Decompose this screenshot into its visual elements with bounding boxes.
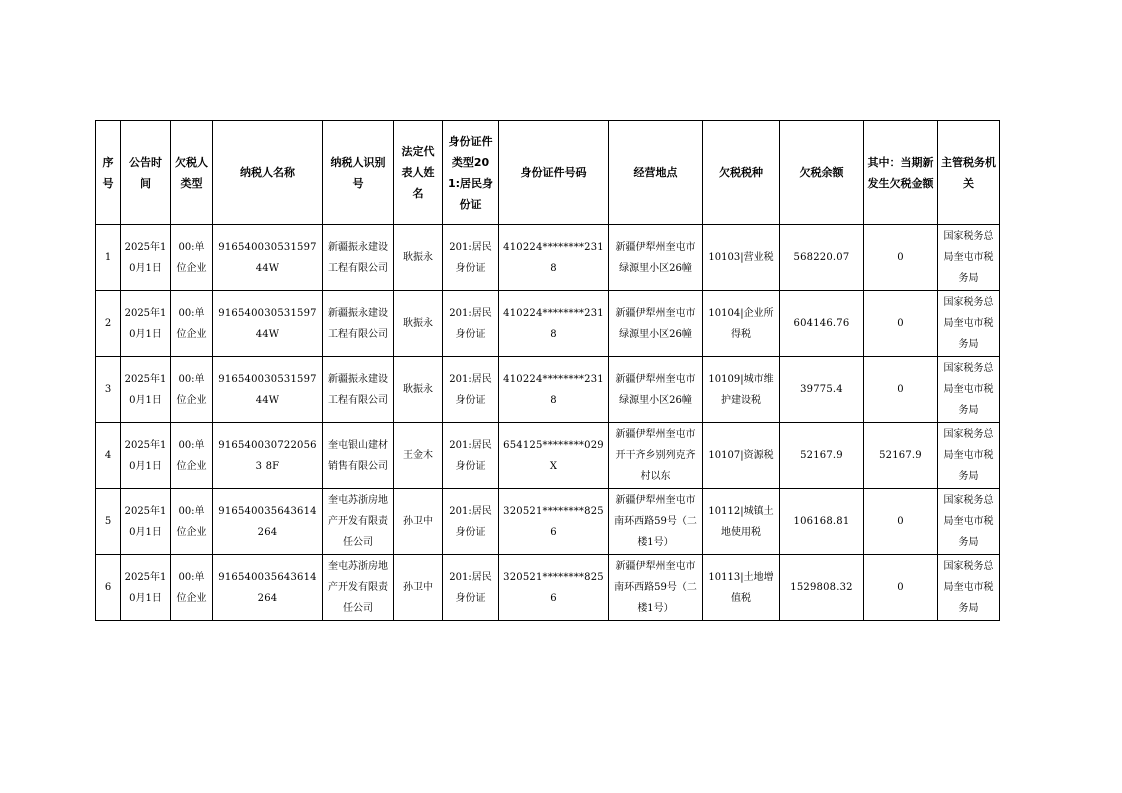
cell-legal-rep	[394, 225, 443, 291]
cell-tax-type-text: 10107|资源税	[708, 450, 774, 461]
cell-id-number-text: 654125********029X	[503, 439, 604, 472]
cell-taxpayer-id	[323, 291, 394, 357]
cell-arrears-balance-text: 1529808.32	[790, 582, 853, 593]
cell-taxpayer-id-text: 奎屯苏浙房地产开发有限责任公司	[328, 495, 388, 548]
cell-address	[609, 357, 703, 423]
cell-seq	[96, 489, 121, 555]
cell-arrears-balance-text: 39775.4	[800, 384, 843, 395]
cell-tax-authority-text: 国家税务总局奎屯市税务局	[943, 495, 994, 548]
cell-id-number	[499, 555, 609, 621]
cell-id-number-text: 320521********8256	[503, 571, 604, 604]
cell-taxpayer-type	[171, 555, 213, 621]
cell-legal-rep	[394, 489, 443, 555]
cell-id-number	[499, 423, 609, 489]
cell-address	[609, 291, 703, 357]
cell-new-arrears	[864, 291, 938, 357]
cell-seq-text: 5	[104, 516, 112, 527]
cell-taxpayer-name-text: 91654003053159744W	[218, 307, 317, 340]
cell-id-type	[443, 357, 499, 423]
header-tax-type-label: 欠税税种	[719, 166, 763, 179]
cell-seq-text: 3	[104, 384, 112, 395]
cell-arrears-balance	[780, 489, 864, 555]
cell-seq	[96, 555, 121, 621]
cell-taxpayer-type-text: 00:单位企业	[176, 307, 207, 340]
cell-date	[121, 291, 171, 357]
cell-taxpayer-type-text: 00:单位企业	[176, 439, 207, 472]
cell-legal-rep-text: 王金木	[403, 450, 433, 461]
header-taxpayer-type-label: 欠税人类型	[175, 155, 208, 190]
cell-id-number	[499, 225, 609, 291]
cell-legal-rep-text: 耿振永	[403, 318, 433, 329]
cell-tax-authority-text: 国家税务总局奎屯市税务局	[943, 297, 994, 350]
header-taxpayer-id	[323, 121, 394, 225]
cell-legal-rep	[394, 423, 443, 489]
table-row	[96, 357, 1000, 423]
cell-id-type-text: 201:居民身份证	[449, 439, 492, 472]
cell-id-number-text: 410224********2318	[503, 241, 604, 274]
cell-legal-rep	[394, 357, 443, 423]
cell-date	[121, 423, 171, 489]
cell-seq-text: 4	[104, 450, 112, 461]
cell-new-arrears-text: 0	[897, 252, 904, 263]
cell-arrears-balance	[780, 555, 864, 621]
header-row	[96, 121, 1000, 225]
cell-tax-type	[703, 489, 780, 555]
cell-taxpayer-type-text: 00:单位企业	[176, 373, 207, 406]
header-taxpayer-name-label: 纳税人名称	[240, 166, 295, 179]
cell-tax-authority	[938, 291, 1000, 357]
cell-id-type	[443, 225, 499, 291]
cell-id-number-text: 410224********2318	[503, 307, 604, 340]
cell-tax-type	[703, 225, 780, 291]
cell-taxpayer-name-text: 9165400307220563 8F	[218, 439, 317, 472]
cell-id-type-text: 201:居民身份证	[449, 505, 492, 538]
cell-taxpayer-id-text: 奎屯银山建材销售有限公司	[328, 439, 388, 472]
cell-taxpayer-name	[213, 423, 323, 489]
cell-id-number-text: 410224********2318	[503, 373, 604, 406]
cell-taxpayer-id-text: 新疆振永建设工程有限公司	[328, 307, 388, 340]
cell-date	[121, 225, 171, 291]
cell-address-text: 新疆伊犁州奎屯市绿源里小区26幢	[615, 307, 696, 340]
cell-tax-authority	[938, 423, 1000, 489]
cell-legal-rep-text: 耿振永	[403, 384, 433, 395]
cell-legal-rep-text: 孙卫中	[403, 582, 433, 593]
header-tax-authority	[938, 121, 1000, 225]
cell-arrears-balance	[780, 357, 864, 423]
cell-address	[609, 225, 703, 291]
cell-seq	[96, 357, 121, 423]
cell-seq	[96, 423, 121, 489]
cell-date-text: 2025年10月1日	[124, 571, 167, 604]
cell-taxpayer-type	[171, 489, 213, 555]
cell-id-number	[499, 489, 609, 555]
header-taxpayer-name	[213, 121, 323, 225]
table-row	[96, 423, 1000, 489]
header-id-number	[499, 121, 609, 225]
cell-legal-rep	[394, 291, 443, 357]
cell-tax-type-text: 10103|营业税	[708, 252, 774, 263]
cell-taxpayer-name-text: 91654003053159744W	[218, 241, 317, 274]
cell-id-type	[443, 291, 499, 357]
cell-tax-authority	[938, 357, 1000, 423]
cell-address	[609, 489, 703, 555]
cell-address-text: 新疆伊犁州奎屯市南环西路59号（二楼1号）	[614, 495, 697, 548]
cell-taxpayer-name	[213, 291, 323, 357]
cell-taxpayer-name-text: 916540035643614264	[218, 571, 317, 604]
cell-new-arrears-text: 52167.9	[879, 450, 922, 461]
cell-taxpayer-id	[323, 357, 394, 423]
cell-new-arrears	[864, 555, 938, 621]
cell-id-type-text: 201:居民身份证	[449, 373, 492, 406]
cell-legal-rep	[394, 555, 443, 621]
cell-address-text: 新疆伊犁州奎屯市南环西路59号（二楼1号）	[614, 561, 697, 614]
cell-arrears-balance-text: 604146.76	[793, 318, 850, 329]
cell-seq-text: 1	[104, 252, 112, 263]
cell-new-arrears	[864, 357, 938, 423]
cell-tax-type	[703, 357, 780, 423]
cell-arrears-balance	[780, 423, 864, 489]
header-new-arrears	[864, 121, 938, 225]
table-body	[96, 225, 1000, 621]
cell-date	[121, 357, 171, 423]
cell-taxpayer-type	[171, 291, 213, 357]
cell-id-type-text: 201:居民身份证	[449, 571, 492, 604]
tax-arrears-table	[95, 120, 1000, 621]
cell-date	[121, 489, 171, 555]
cell-taxpayer-name	[213, 555, 323, 621]
cell-taxpayer-type	[171, 225, 213, 291]
cell-date-text: 2025年10月1日	[124, 373, 167, 406]
table-row	[96, 555, 1000, 621]
cell-taxpayer-id-text: 奎屯苏浙房地产开发有限责任公司	[328, 561, 388, 614]
cell-taxpayer-id	[323, 555, 394, 621]
header-taxpayer-type	[171, 121, 213, 225]
cell-arrears-balance	[780, 291, 864, 357]
cell-tax-type-text: 10104|企业所得税	[708, 307, 774, 340]
header-id-type	[443, 121, 499, 225]
cell-tax-authority-text: 国家税务总局奎屯市税务局	[943, 561, 994, 614]
cell-tax-authority	[938, 489, 1000, 555]
table-row	[96, 489, 1000, 555]
cell-taxpayer-type-text: 00:单位企业	[176, 505, 207, 538]
header-address	[609, 121, 703, 225]
header-date	[121, 121, 171, 225]
tax-arrears-table-container	[95, 120, 1000, 621]
cell-address	[609, 555, 703, 621]
cell-date-text: 2025年10月1日	[124, 439, 167, 472]
cell-taxpayer-id-text: 新疆振永建设工程有限公司	[328, 373, 388, 406]
cell-id-type-text: 201:居民身份证	[449, 307, 492, 340]
cell-address	[609, 423, 703, 489]
cell-id-type	[443, 555, 499, 621]
header-new-arrears-label: 其中：当期新发生欠税金额	[867, 155, 934, 190]
cell-new-arrears	[864, 423, 938, 489]
cell-taxpayer-type	[171, 423, 213, 489]
cell-id-type-text: 201:居民身份证	[449, 241, 492, 274]
cell-tax-authority	[938, 555, 1000, 621]
cell-taxpayer-name-text: 916540035643614264	[218, 505, 317, 538]
cell-new-arrears-text: 0	[897, 384, 904, 395]
cell-new-arrears-text: 0	[897, 582, 904, 593]
cell-tax-authority	[938, 225, 1000, 291]
cell-seq	[96, 225, 121, 291]
table-row	[96, 291, 1000, 357]
header-legal-rep-label: 法定代表人姓名	[401, 145, 435, 200]
cell-date-text: 2025年10月1日	[124, 505, 167, 538]
cell-taxpayer-type	[171, 357, 213, 423]
table-row	[96, 225, 1000, 291]
cell-arrears-balance-text: 106168.81	[793, 516, 850, 527]
header-legal-rep	[394, 121, 443, 225]
cell-seq-text: 6	[104, 582, 112, 593]
cell-tax-type-text: 10113|土地增值税	[708, 571, 774, 604]
cell-date-text: 2025年10月1日	[124, 307, 167, 340]
header-date-label: 公告时间	[129, 155, 162, 190]
cell-tax-authority-text: 国家税务总局奎屯市税务局	[943, 363, 994, 416]
cell-taxpayer-name	[213, 225, 323, 291]
header-arrears-balance-label: 欠税余额	[799, 166, 844, 179]
cell-date	[121, 555, 171, 621]
cell-id-type	[443, 423, 499, 489]
cell-legal-rep-text: 耿振永	[403, 252, 433, 263]
cell-address-text: 新疆伊犁州奎屯市绿源里小区26幢	[615, 373, 696, 406]
cell-tax-authority-text: 国家税务总局奎屯市税务局	[943, 429, 994, 482]
cell-id-number	[499, 291, 609, 357]
cell-id-number-text: 320521********8256	[503, 505, 604, 538]
cell-taxpayer-type-text: 00:单位企业	[176, 241, 207, 274]
cell-arrears-balance-text: 52167.9	[800, 450, 843, 461]
cell-date-text: 2025年10月1日	[124, 241, 167, 274]
cell-taxpayer-type-text: 00:单位企业	[176, 571, 207, 604]
cell-seq-text: 2	[104, 318, 112, 329]
cell-taxpayer-name-text: 91654003053159744W	[218, 373, 317, 406]
cell-taxpayer-id	[323, 225, 394, 291]
cell-id-number	[499, 357, 609, 423]
header-seq-label: 序号	[102, 155, 114, 190]
header-tax-type	[703, 121, 780, 225]
header-tax-authority-label: 主管税务机关	[941, 155, 996, 190]
cell-arrears-balance	[780, 225, 864, 291]
cell-tax-type-text: 10112|城镇土地使用税	[708, 505, 774, 538]
cell-arrears-balance-text: 568220.07	[793, 252, 850, 263]
cell-taxpayer-id	[323, 489, 394, 555]
header-arrears-balance	[780, 121, 864, 225]
cell-new-arrears-text: 0	[897, 516, 904, 527]
cell-taxpayer-id-text: 新疆振永建设工程有限公司	[328, 241, 388, 274]
cell-tax-type	[703, 291, 780, 357]
header-address-label: 经营地点	[633, 166, 678, 179]
cell-tax-type	[703, 423, 780, 489]
cell-tax-type-text: 10109|城市维护建设税	[708, 373, 774, 406]
cell-id-type	[443, 489, 499, 555]
cell-new-arrears	[864, 489, 938, 555]
cell-new-arrears-text: 0	[897, 318, 904, 329]
cell-tax-type	[703, 555, 780, 621]
cell-taxpayer-id	[323, 423, 394, 489]
cell-seq	[96, 291, 121, 357]
header-seq	[96, 121, 121, 225]
cell-legal-rep-text: 孙卫中	[403, 516, 433, 527]
cell-address-text: 新疆伊犁州奎屯市开干齐乡别列克齐村以东	[615, 429, 696, 482]
cell-new-arrears	[864, 225, 938, 291]
cell-tax-authority-text: 国家税务总局奎屯市税务局	[943, 231, 994, 284]
cell-taxpayer-name	[213, 357, 323, 423]
header-id-type-label: 身份证件类型201:居民身份证	[447, 134, 494, 211]
cell-address-text: 新疆伊犁州奎屯市绿源里小区26幢	[615, 241, 696, 274]
cell-taxpayer-name	[213, 489, 323, 555]
header-id-number-label: 身份证件号码	[520, 166, 587, 179]
header-taxpayer-id-label: 纳税人识别号	[330, 155, 386, 190]
